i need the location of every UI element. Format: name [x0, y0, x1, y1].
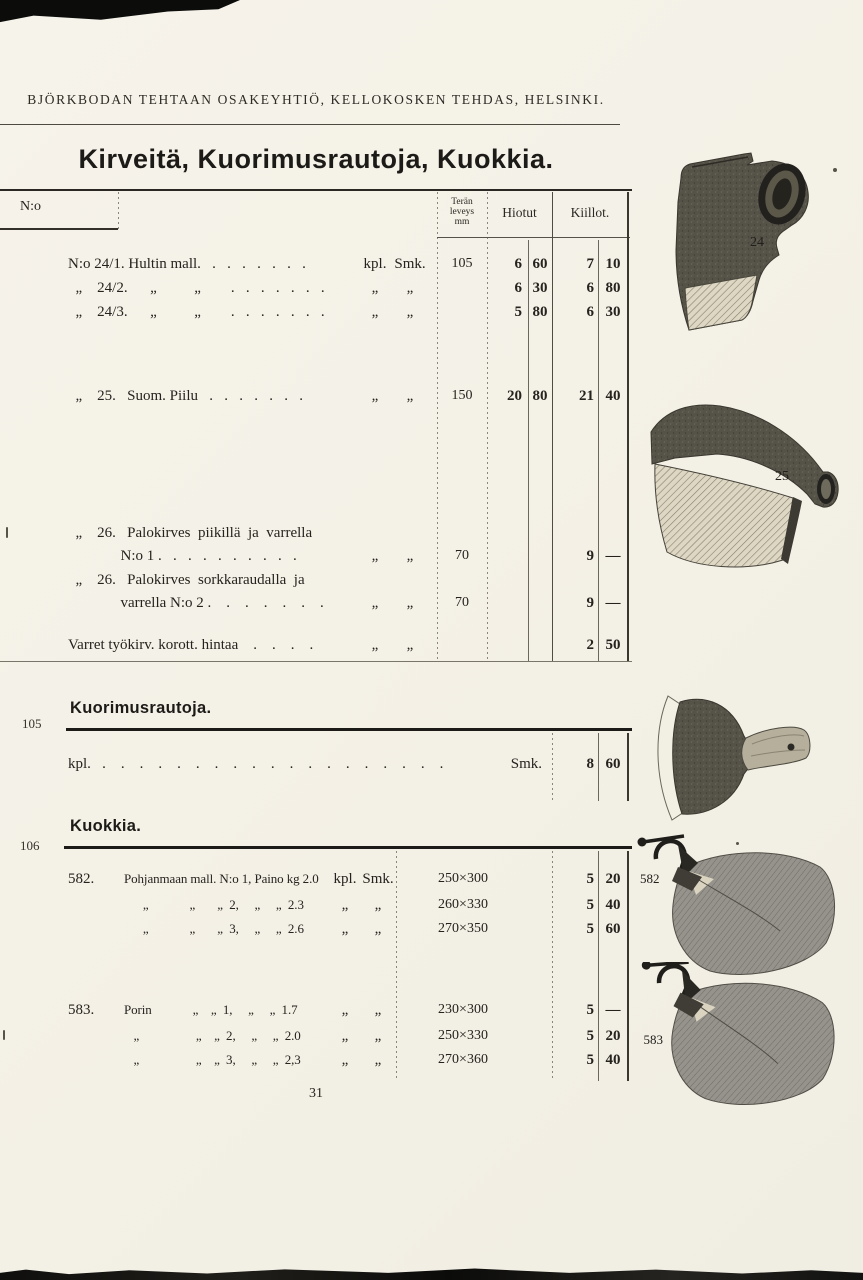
item-description: Varret työkirv. korott. hintaa . . . . — [68, 637, 314, 653]
unit-quantity: „ — [371, 595, 379, 611]
hiotut-marks: 6 — [514, 256, 522, 272]
unit-quantity: „ — [371, 548, 379, 564]
price-marks: 5 — [586, 1002, 594, 1018]
hiotut-pennies: 80 — [532, 304, 548, 320]
table-row — [0, 637, 863, 659]
price-marks: 5 — [586, 1052, 594, 1068]
blade-width-value: 105 — [451, 256, 473, 271]
section-rule — [64, 846, 632, 849]
page-title: Kirveitä, Kuorimusrautoja, Kuokkia. — [78, 144, 554, 174]
hoe-583-illustration — [625, 962, 845, 1112]
blade-size-value: 250×300 — [438, 871, 488, 886]
hiotut-pennies: 80 — [532, 388, 548, 404]
kiillot-pennies: 60 — [605, 756, 621, 772]
page-bottom-edge-artifact — [0, 1267, 863, 1280]
column-header-blade-width — [437, 197, 487, 227]
kiillot-marks: 9 — [586, 548, 594, 564]
item-description: „ 25. Suom. Piilu . . . . . . . — [68, 388, 304, 404]
page-corner-tear-artifact — [0, 0, 240, 23]
price-marks: 5 — [586, 897, 594, 913]
item-description: N:o 1 . . . . . . . . . . — [68, 548, 297, 564]
table-bottom-rule — [0, 661, 632, 662]
company-header: BJÖRKBODAN TEHTAAN OSAKEYHTIÖ, KELLOKOSKEN TEHDAS, HELSINKI. — [27, 92, 605, 107]
unit-quantity: „ — [371, 280, 379, 296]
item-description: varrella N:o 2 . . . . . . . — [68, 595, 324, 611]
unit-currency: Smk. — [362, 871, 394, 887]
hoe-583-label: 583 — [643, 1032, 663, 1047]
unit-quantity: „ — [341, 1028, 349, 1044]
unit-currency: „ — [374, 1002, 382, 1018]
unit-quantity: kpl. — [333, 871, 357, 887]
kiillot-marks: 6 — [586, 304, 594, 320]
item-description: Porin „ „ 1, „ „ 1.7 — [124, 1002, 298, 1017]
axe-25-label: 25 — [775, 469, 789, 484]
unit-currency: „ — [406, 304, 414, 320]
margin-number: 106 — [20, 838, 40, 853]
hiotut-pennies: 60 — [532, 256, 548, 272]
blade-width-line1: Terän — [451, 197, 473, 207]
item-description: „ 26. Palokirves piikillä ja varrella — [68, 525, 313, 541]
blade-width-line2: leveys — [449, 207, 475, 217]
blade-size-value: 260×330 — [438, 897, 488, 912]
scan-speck — [833, 168, 837, 172]
price-pennies: 40 — [605, 897, 621, 913]
blade-width-value: 70 — [455, 548, 469, 563]
item-description: „ 24/2. „ „ . . . . . . . — [68, 280, 325, 296]
unit-currency: „ — [406, 595, 414, 611]
hiotut-marks: 20 — [507, 388, 522, 404]
item-description: „ 24/3. „ „ . . . . . . . — [68, 304, 325, 320]
column-header-kiillot: Kiillot. — [570, 205, 610, 220]
kiillot-pennies: — — [605, 548, 621, 564]
hiotut-pennies: 30 — [532, 280, 548, 296]
kiillot-pennies: 40 — [605, 388, 621, 404]
price-pennies: 20 — [605, 871, 621, 887]
unit-quantity: „ — [371, 637, 379, 653]
item-number: 582. — [68, 871, 95, 887]
price-pennies: 60 — [605, 921, 621, 937]
unit-currency: „ — [406, 388, 414, 404]
kiillot-marks: 21 — [579, 388, 594, 404]
blade-size-value: 250×330 — [438, 1028, 488, 1043]
header-rule — [0, 124, 620, 125]
price-marks: 5 — [586, 1028, 594, 1044]
kiillot-pennies: 30 — [605, 304, 621, 320]
table-row — [0, 595, 863, 617]
unit-currency: „ — [374, 921, 382, 937]
item-description: „ „ „ 2, „ „ 2.0 — [124, 1028, 301, 1043]
kiillot-marks: 6 — [586, 280, 594, 296]
price-pennies: — — [605, 1002, 621, 1018]
unit-quantity: „ — [371, 304, 379, 320]
column-header-hiotut: Hiotut — [502, 205, 537, 220]
price-pennies: 20 — [605, 1028, 621, 1044]
unit-quantity: „ — [341, 897, 349, 913]
table-top-rule — [0, 189, 632, 191]
axe-24-label: 24 — [750, 235, 764, 250]
hiotut-marks: 5 — [514, 304, 522, 320]
unit-quantity: kpl. — [363, 256, 387, 272]
unit-currency: Smk. — [510, 756, 542, 772]
blade-size-value: 270×360 — [438, 1052, 488, 1067]
table-row — [0, 572, 863, 594]
hiotut-marks: 6 — [514, 280, 522, 296]
unit-currency: „ — [406, 548, 414, 564]
unit-currency: „ — [374, 897, 382, 913]
unit-currency: „ — [374, 1052, 382, 1068]
column-header-underline — [437, 237, 630, 238]
blade-size-value: 270×350 — [438, 921, 488, 936]
column-header-no: N:o — [20, 199, 41, 214]
blade-width-value: 70 — [455, 595, 469, 610]
unit-currency: „ — [374, 1028, 382, 1044]
item-description: kpl. . . . . . . . . . . . . . . . . . . . — [68, 756, 444, 772]
unit-quantity: „ — [341, 1052, 349, 1068]
item-description: „ „ „ 3, „ „ 2,3 — [124, 1052, 301, 1067]
no-column-divider — [118, 192, 119, 229]
unit-currency: „ — [406, 280, 414, 296]
kiillot-pennies: 80 — [605, 280, 621, 296]
axe-25-illustration — [645, 380, 850, 575]
margin-number: 105 — [22, 716, 42, 731]
item-number: 583. — [68, 1002, 95, 1018]
kiillot-marks: 8 — [586, 756, 594, 772]
page-number: 31 — [309, 1086, 323, 1101]
price-marks: 5 — [586, 871, 594, 887]
unit-quantity: „ — [341, 921, 349, 937]
section-rule — [66, 728, 632, 731]
axe-24-illustration — [648, 142, 828, 337]
price-marks: 5 — [586, 921, 594, 937]
kiillot-pennies: 10 — [605, 256, 621, 272]
item-description: „ 26. Palokirves sorkkaraudalla ja — [68, 572, 305, 588]
unit-quantity: „ — [371, 388, 379, 404]
section-heading-kuorimusrautoja: Kuorimusrautoja. — [70, 699, 212, 717]
kiillot-marks: 7 — [586, 256, 594, 272]
unit-currency: „ — [406, 637, 414, 653]
bark-spud-illustration — [648, 692, 818, 832]
unit-currency: Smk. — [394, 256, 426, 272]
hoe-582-illustration — [628, 833, 843, 983]
kiillot-marks: 9 — [586, 595, 594, 611]
section-heading-kuokkia: Kuokkia. — [70, 817, 142, 835]
item-description: Pohjanmaan mall. N:o 1, Paino kg 2.0 — [124, 871, 319, 886]
blade-width-line3: mm — [454, 217, 470, 227]
no-column-underline — [0, 228, 118, 230]
blade-width-value: 150 — [451, 388, 473, 403]
blade-size-value: 230×300 — [438, 1002, 488, 1017]
item-description: N:o 24/1. Hultin mall. . . . . . . . — [68, 256, 306, 272]
unit-quantity: „ — [341, 1002, 349, 1018]
price-pennies: 40 — [605, 1052, 621, 1068]
kiillot-pennies: — — [605, 595, 621, 611]
item-description: „ „ „ 2, „ „ 2.3 — [124, 897, 304, 912]
kiillot-marks: 2 — [586, 637, 594, 653]
item-description: „ „ „ 3, „ „ 2.6 — [124, 921, 304, 936]
kiillot-pennies: 50 — [605, 637, 621, 653]
hoe-582-label: 582 — [640, 871, 660, 886]
